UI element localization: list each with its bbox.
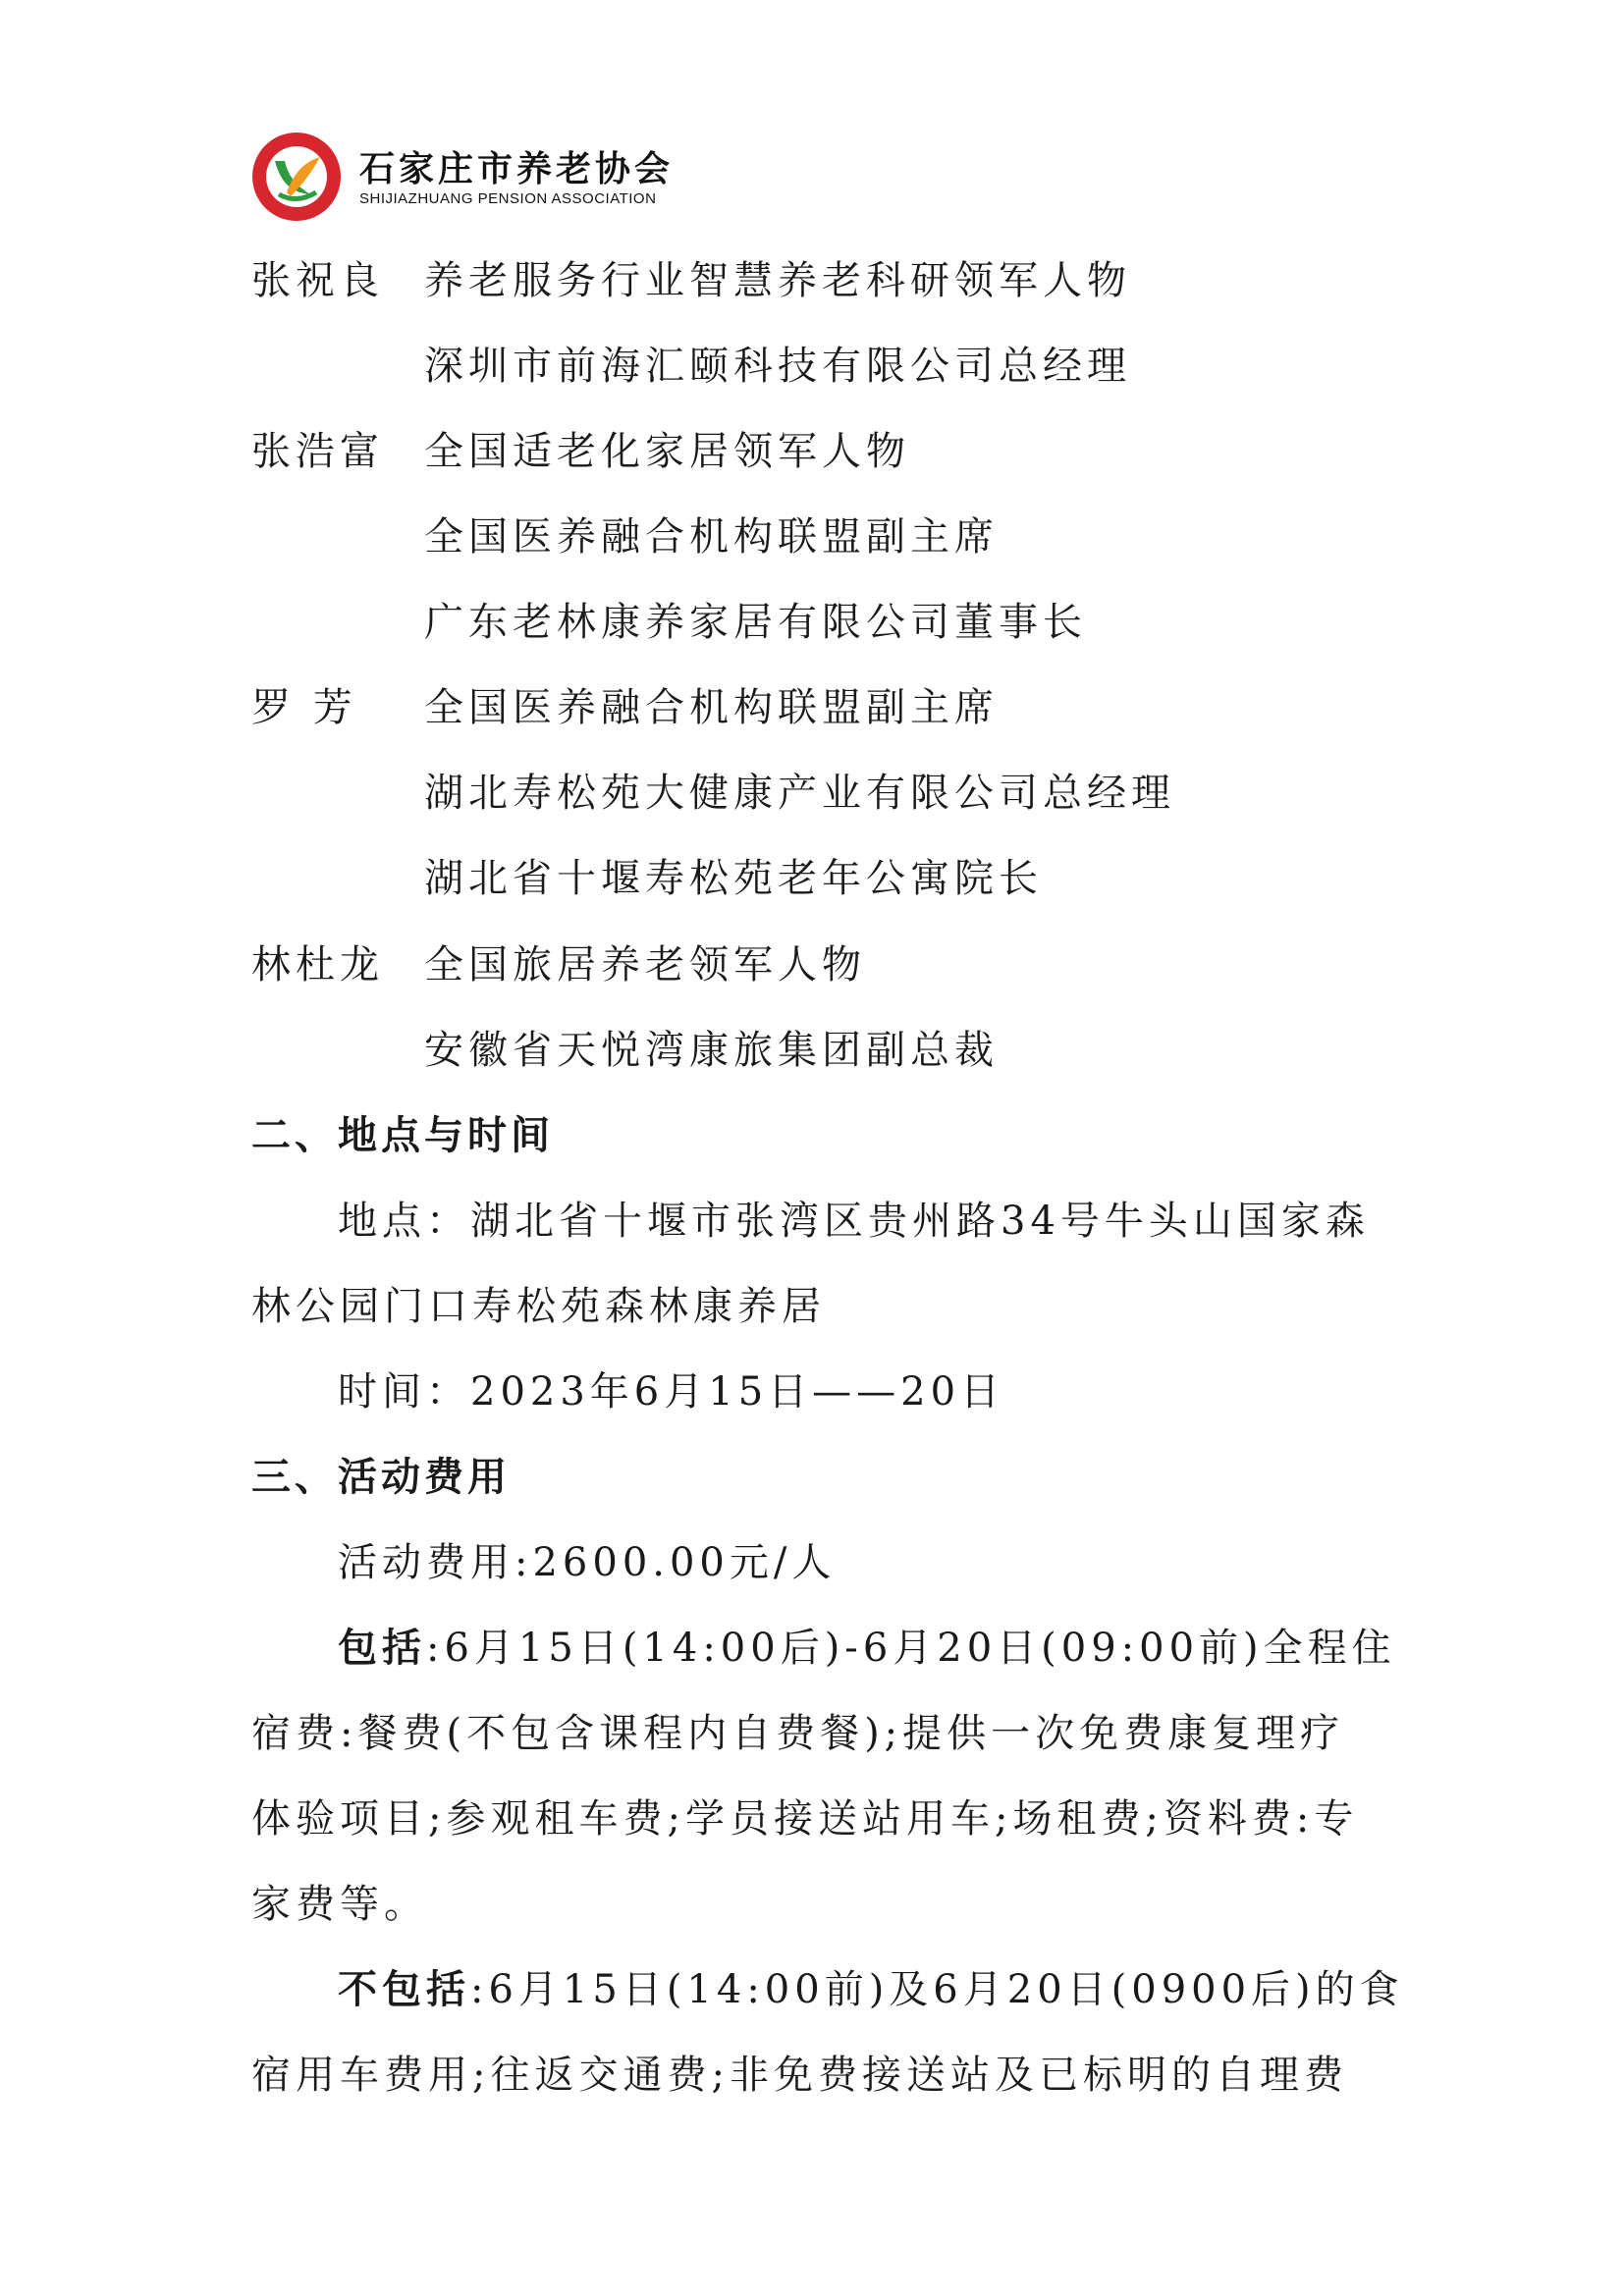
person-role: 全国医养融合机构联盟副主席 [424, 685, 999, 730]
time-text: 时间：2023年6月15日——20日 [338, 1369, 1005, 1415]
org-name-en: SHIJIAZHUANG PENSION ASSOCIATION [359, 190, 657, 207]
exclude-text-cont: 宿用车费用;往返交通费;非免费接送站及已标明的自理费 [251, 2053, 1348, 2098]
fee-text: 活动费用:2600.00元/人 [338, 1540, 837, 1585]
person-role: 广东老林康养家居有限公司董事长 [424, 600, 1087, 645]
section-heading-fees: 三、活动费用 [251, 1455, 511, 1500]
person-name: 林杜龙 [251, 942, 384, 988]
person-role: 全国旅居养老领军人物 [424, 942, 866, 988]
person-role: 养老服务行业智慧养老科研领军人物 [424, 258, 1131, 303]
exclude-text: :6月15日(14:00前)及6月20日(0900后)的食 [470, 1967, 1404, 2012]
include-text: :6月15日(14:00后)-6月20日(09:00前)全程住 [426, 1626, 1396, 1671]
exclude-label: 不包括 [338, 1967, 470, 2012]
include-text-cont: 体验项目;参观租车费;学员接送站用车;场租费;资料费:专 [251, 1796, 1359, 1842]
person-role: 深圳市前海汇颐科技有限公司总经理 [424, 344, 1131, 389]
location-text: 地点：湖北省十堰市张湾区贵州路34号牛头山国家森 [338, 1199, 1370, 1244]
location-text-cont: 林公园门口寿松苑森林康养居 [251, 1284, 826, 1329]
person-role: 湖北寿松苑大健康产业有限公司总经理 [424, 771, 1175, 816]
exclude-paragraph [338, 1962, 1404, 2017]
person-role: 安徽省天悦湾康旅集团副总裁 [424, 1028, 999, 1073]
include-text-cont: 宿费:餐费(不包含课程内自费餐);提供一次免费康复理疗 [251, 1711, 1345, 1756]
person-role: 湖北省十堰寿松苑老年公寓院长 [424, 856, 1043, 901]
org-name-cn: 石家庄市养老协会 [359, 149, 675, 189]
include-label: 包括 [338, 1626, 426, 1671]
association-emblem-icon [251, 132, 342, 222]
include-paragraph [338, 1621, 1396, 1676]
association-logo [251, 132, 675, 222]
person-role: 全国医养融合机构联盟副主席 [424, 514, 999, 560]
person-name: 张祝良 [251, 258, 384, 303]
person-name: 张浩富 [251, 429, 384, 474]
person-role: 全国适老化家居领军人物 [424, 429, 910, 474]
section-heading-location-time: 二、地点与时间 [251, 1113, 554, 1158]
person-name: 罗 芳 [251, 685, 357, 730]
include-text-cont: 家费等。 [251, 1882, 428, 1927]
